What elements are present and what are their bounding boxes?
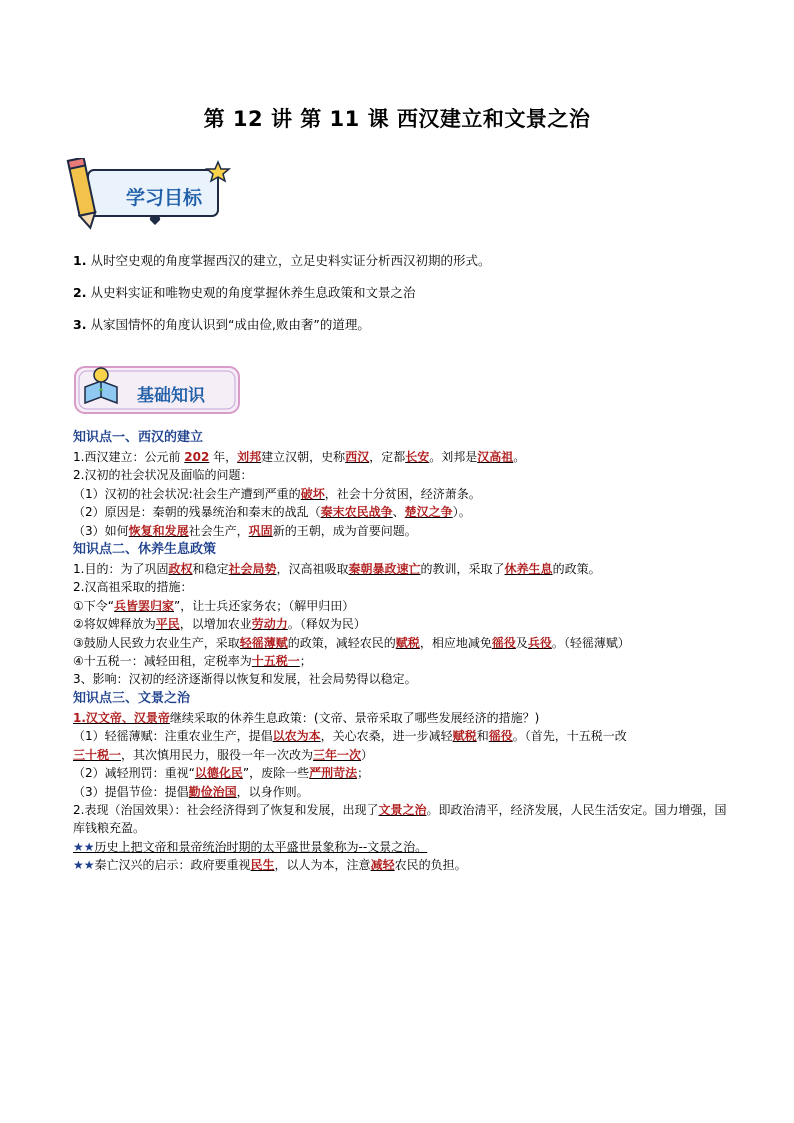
learning-goals-label: 学习目标 [126,187,203,209]
section-heading-3: 知识点三、文景之治 [73,690,191,706]
basic-knowledge-label: 基础知识 [137,386,205,406]
text-line: ③鼓励人民致力农业生产，采取轻徭薄赋的政策，减轻农民的赋税，相应地减免徭役及兵役。（轻徭薄赋） [73,635,630,650]
learning-goals-badge [66,158,236,230]
star-icon: ★★ [73,858,95,873]
text-line: 2.汉高祖采取的措施： [73,580,193,595]
objective-item: 2. 从史料实证和唯物史观的角度掌握休养生息政策和文景之治 [73,285,416,300]
summary-line: ★★秦亡汉兴的启示：政府要重视民生，以人为本，注意减轻农民的负担。 [73,858,467,873]
basic-knowledge-badge [73,363,243,419]
text-line: 1.汉文帝、汉景帝继续采取的休养生息政策：(文帝、景帝采取了哪些发展经济的措施？) [73,710,540,725]
text-paragraph: 2.表现（治国效果）：社会经济得到了恢复和发展，出现了文景之治。即政治清平，经济发展，人民生活安定。国力增强，国库钱粮充盈。 [73,802,727,836]
text-line: （1）轻徭薄赋：注重农业生产，提倡以农为本，关心农桑，进一步减轻赋税和徭役。（首先，十五税一改 [73,729,627,744]
text-line: （3）提倡节俭：提倡勤俭治国，以身作则。 [73,784,309,799]
text-line: （2）原因是：秦朝的残暴统治和秦末的战乱（秦末农民战争、楚汉之争）。 [73,505,471,520]
text-line: 3、影响：汉初的经济逐渐得以恢复和发展，社会局势得以稳定。 [73,672,417,687]
objective-item: 1. 从时空史观的角度掌握西汉的建立，立足史料实证分析西汉初期的形式。 [73,253,491,268]
page-title: 第 12 讲 第 11 课 西汉建立和文景之治 [203,107,591,131]
section-heading-2: 知识点二、休养生息政策 [73,542,217,558]
text-line: 1.目的：为了巩固政权和稳定社会局势，汉高祖吸取秦朝暴政速亡的教训，采取了休养生息的政策。 [73,562,601,577]
text-line: ①下令“兵皆罢归家”，让士兵还家务农；（解甲归田） [73,598,355,613]
text-line: 三十税一，其次慎用民力，服役一年一次改为三年一次） [73,747,374,762]
objective-item: 3. 从家国情怀的角度认识到“成由俭,败由奢”的道理。 [73,317,370,332]
section-heading-1: 知识点一、西汉的建立 [73,430,204,445]
text-line: （1）汉初的社会状况:社会生产遭到严重的破坏，社会十分贫困，经济萧条。 [73,486,481,501]
text-line: ④十五税一：减轻田租，定税率为十五税一； [73,654,312,669]
text-line: 2.汉初的社会状况及面临的问题： [73,468,253,483]
text-line: （3）如何恢复和发展社会生产，巩固新的王朝，成为首要问题。 [73,523,417,538]
text-line: （2）减轻刑罚：重视“以德化民”，废除一些严刑苛法； [73,766,370,781]
knowledge-content [73,428,733,875]
text-line: ②将奴婢释放为平民，以增加农业劳动力。（释奴为民） [73,617,366,632]
star-icon: ★★ [73,839,95,854]
text-line: 1.西汉建立：公元前 202 年，刘邦建立汉朝，史称西汉，定都长安。刘邦是汉高祖。 [73,450,526,464]
summary-line: ★★历史上把文帝和景帝统治时期的太平盛世景象称为--文景之治。 [73,839,428,854]
objectives-list [73,245,733,341]
